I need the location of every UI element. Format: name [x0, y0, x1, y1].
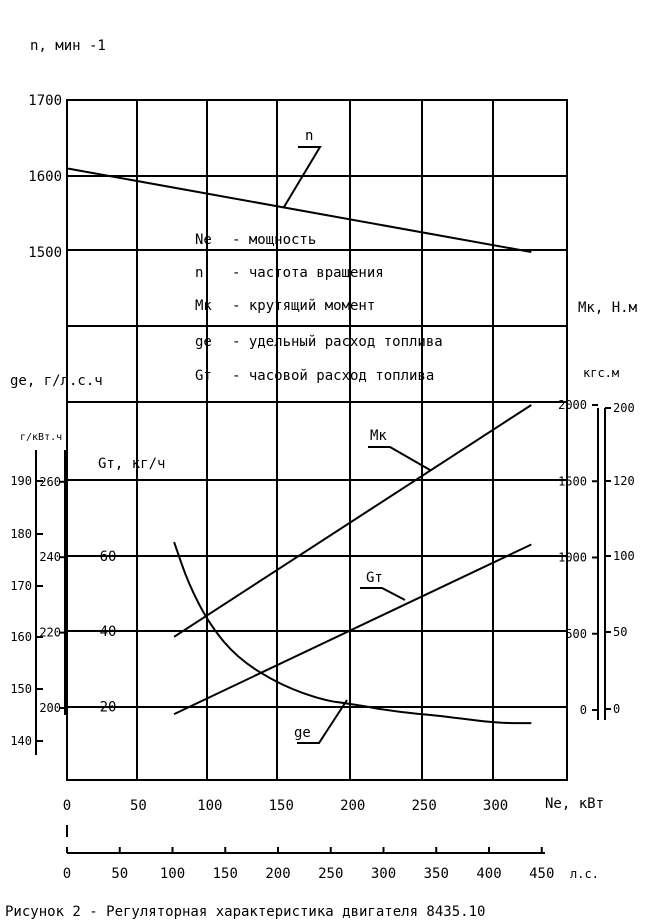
figure-caption: Рисунок 2 - Регуляторная характеристика двигателя 8435.10 [5, 904, 486, 920]
ge-hp-tick-label: 160 [10, 630, 32, 644]
legend-symbol: ge [195, 334, 212, 350]
mk-kgs-tick-label: 50 [613, 625, 628, 639]
legend-symbol: Mк [195, 298, 212, 314]
legend-symbol: Ne [195, 232, 212, 248]
ge-hp-tick-label: 140 [10, 734, 32, 748]
n-tick-label: 1500 [28, 245, 62, 261]
hp-tick-label: 450 [529, 866, 555, 882]
mk-kgs-tick-label: 0 [613, 702, 621, 716]
mk-nm-tick-label: 0 [579, 703, 587, 717]
mk-kgs-tick-label: 200 [613, 401, 635, 415]
mk-kgs-tick-label: 100 [613, 549, 635, 563]
ge-hp-tick-label: 180 [10, 527, 32, 541]
legend-item-ge [195, 334, 443, 350]
ge-hp-tick-label: 150 [10, 682, 32, 696]
legend-item-mk [195, 298, 375, 314]
mk-axis-title: Mк, Н.м [578, 300, 638, 316]
leader-gt [360, 588, 405, 600]
legend-text: - удельный расход топлива [232, 334, 443, 350]
legend-item-gt [195, 368, 434, 384]
legend-text: - часовой расход топлива [232, 368, 435, 384]
series-gt-line [174, 545, 531, 715]
series-mk-line [174, 405, 531, 637]
mk-nm-tick-label: 500 [565, 626, 587, 641]
mk-nm-tick-label: 1000 [558, 550, 587, 565]
legend-item-ne [195, 232, 316, 248]
n-tick-label: 1600 [28, 169, 62, 185]
ne-tick-label: 100 [197, 798, 223, 814]
n-tick-label: 1700 [28, 93, 62, 109]
legend-text: - мощность [232, 232, 317, 248]
ne-tick-label: 200 [340, 798, 366, 814]
ge-kw-tick-label: 260 [39, 474, 61, 489]
hp-tick-label: 0 [62, 866, 72, 882]
gt-tick-label: 60 [99, 548, 117, 565]
ne-tick-label: 150 [268, 798, 294, 814]
hp-tick-label: 300 [370, 866, 397, 882]
gt-axis-title: Gт, кг/ч [98, 456, 166, 472]
hp-axis-title: л.с. [570, 867, 599, 881]
ne-tick-label: 250 [411, 798, 437, 814]
series-label-n: n [305, 128, 314, 144]
ne-axis-title: Ne, кВт [545, 796, 605, 812]
hp-tick-label: 350 [423, 866, 449, 882]
legend-text: - частота вращения [232, 265, 384, 281]
ne-tick-label: 50 [129, 798, 147, 814]
legend-symbol: n [195, 265, 204, 281]
hp-tick-label: 100 [159, 866, 186, 882]
ge-axis-title: ge, г/л.с.ч [10, 373, 103, 389]
ne-tick-label: 0 [62, 798, 72, 814]
kgs-axis-title: кгс.м [583, 366, 620, 380]
hp-tick-label: 250 [318, 866, 344, 882]
ge-kw-tick-label: 240 [39, 550, 61, 565]
hp-tick-label: 200 [265, 866, 291, 882]
hp-tick-label: 50 [111, 866, 129, 882]
legend [195, 232, 443, 384]
series-label-ge: ge [294, 725, 311, 741]
grid [67, 100, 567, 780]
gt-tick-label: 40 [99, 624, 117, 641]
ge-hp-tick-label: 190 [10, 474, 32, 488]
axes [36, 405, 611, 853]
ge-kw-axis-title: г/кВт.ч [20, 432, 63, 443]
ge-kw-tick-label: 200 [39, 701, 61, 715]
mk-nm-tick-label: 1500 [558, 474, 587, 489]
mk-kgs-tick-label: 120 [613, 474, 635, 488]
ge-hp-tick-label: 170 [10, 579, 32, 593]
mk-nm-tick-label: 2000 [558, 398, 587, 412]
gt-tick-label: 20 [99, 699, 117, 716]
series-label-mk: Mк [370, 428, 387, 444]
labels [10, 93, 634, 882]
hp-tick-label: 400 [476, 866, 502, 882]
series-label-gt: Gт [366, 570, 383, 586]
legend-symbol: Gт [195, 368, 212, 384]
leader-mk [368, 447, 430, 470]
legend-text: - крутящий момент [232, 298, 376, 314]
hp-tick-label: 150 [212, 866, 238, 882]
ne-tick-label: 300 [482, 798, 509, 814]
legend-item-n [195, 265, 384, 281]
n-axis-title: n, мин -1 [30, 38, 106, 54]
ge-kw-tick-label: 220 [39, 625, 61, 640]
